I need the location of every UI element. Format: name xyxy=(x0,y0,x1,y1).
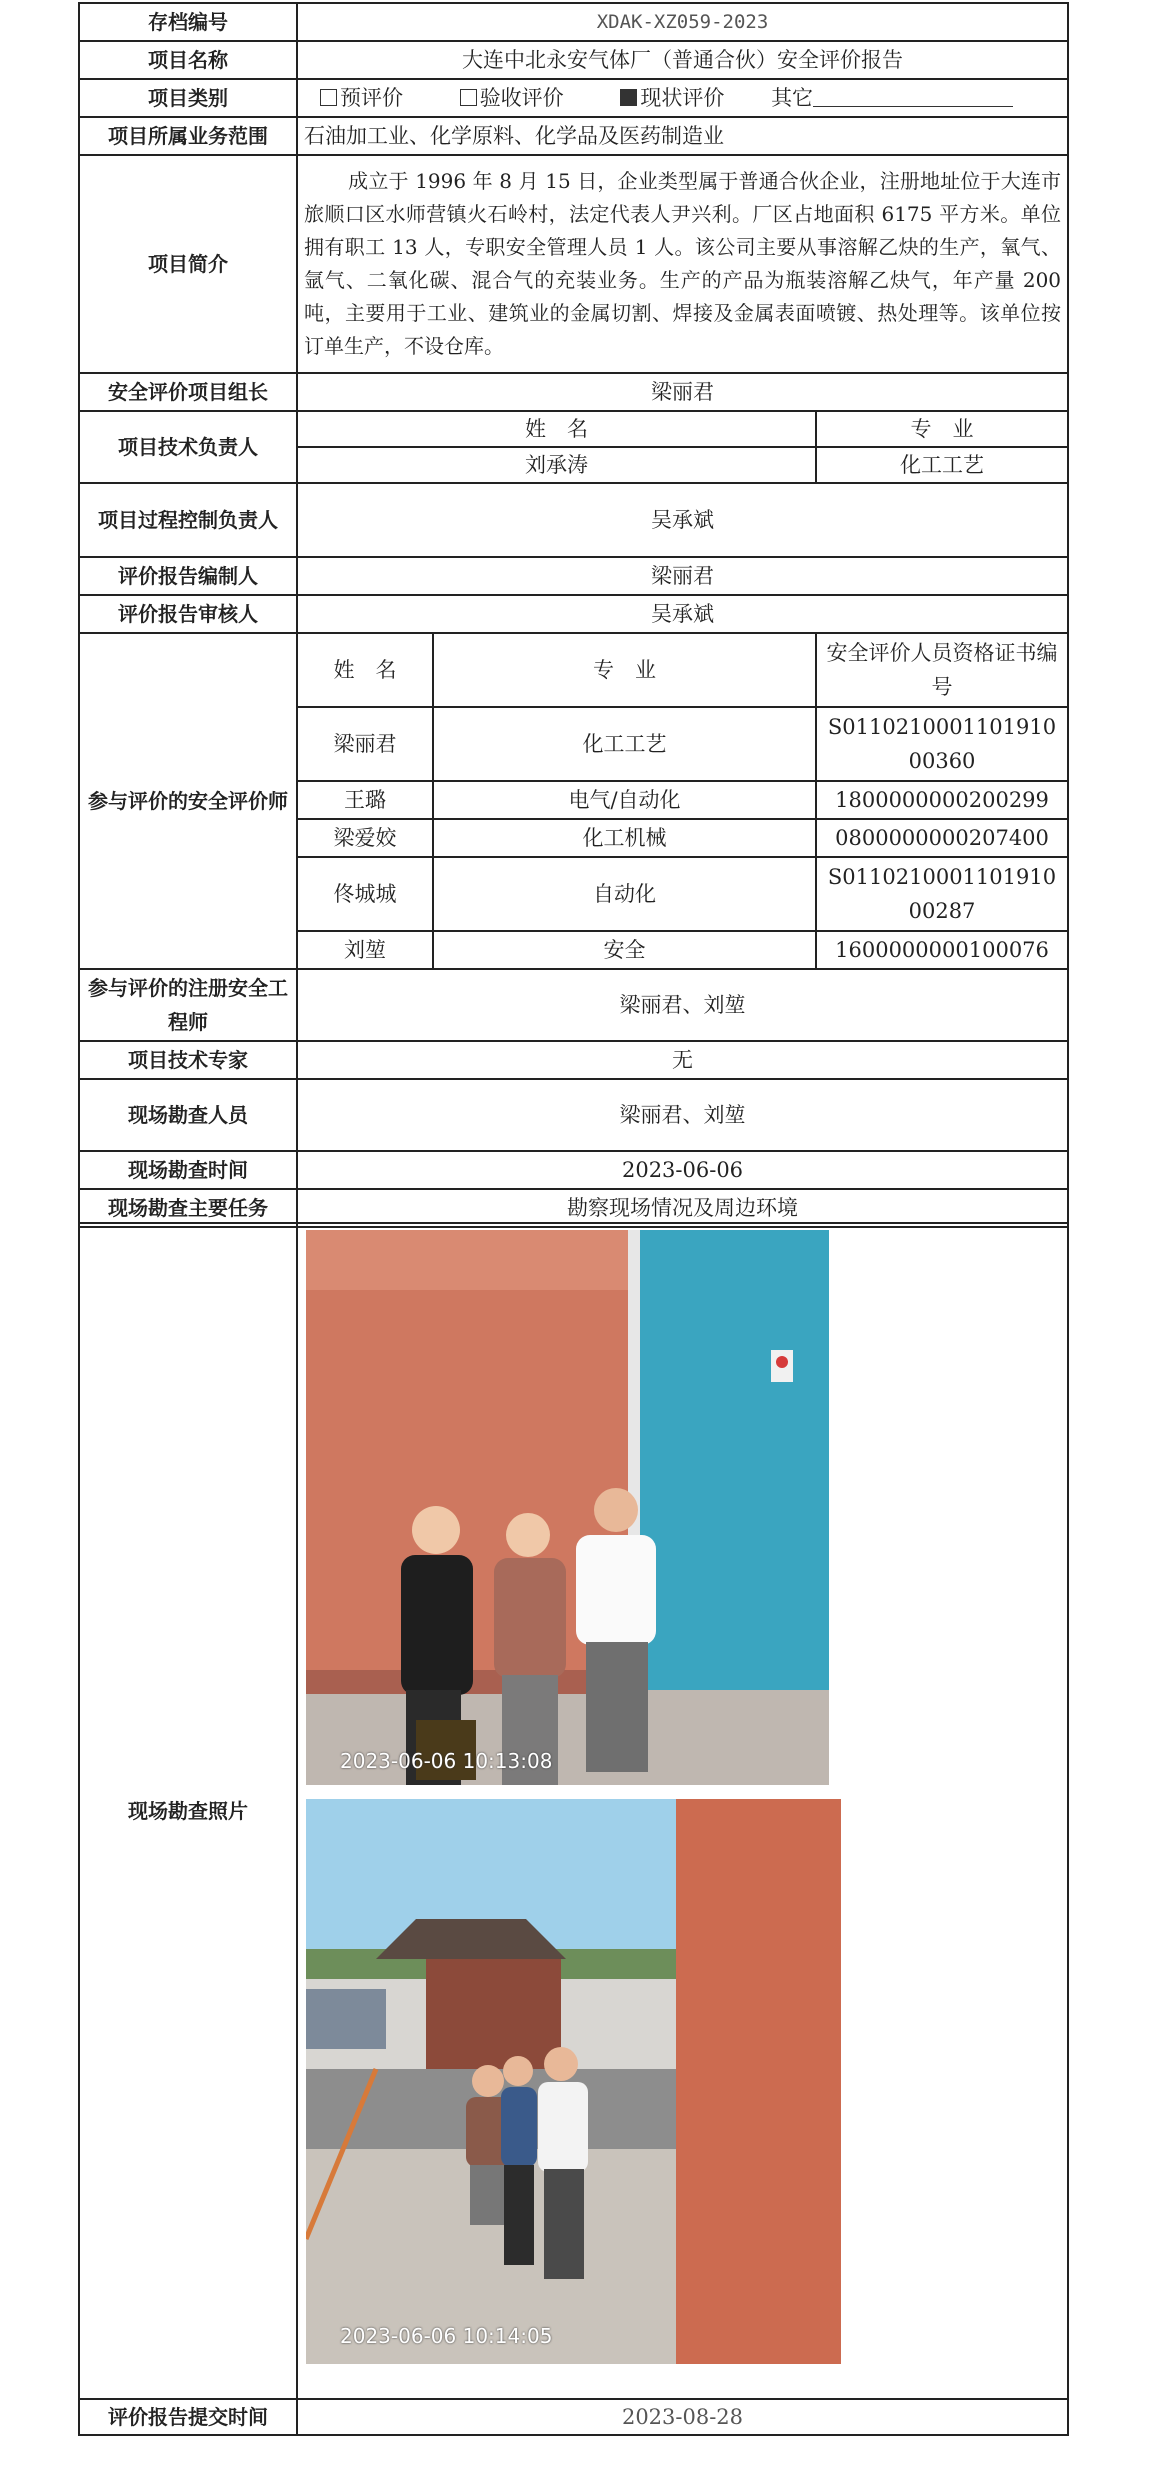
site-time-label: 现场勘查时间 xyxy=(79,1151,297,1189)
site-photos-label: 现场勘查照片 xyxy=(79,1223,297,2399)
intro-value: 成立于 1996 年 8 月 15 日，企业类型属于普通合伙企业，注册地址位于大连市旅顺口区水师营镇火石岭村，法定代表人尹兴利。厂区占地面积 6175 平方米。单位拥有职工 13 人，专职安全管理人员 1 人。该公司主要从事溶解乙炔的生产，氧气、氩气、二氧化碳、混合气的充装业务。生产的产品为瓶装溶解乙炔气，年产量 200 吨，主要用于工业、建筑业的金属切割、焊接及金属表面喷镀、热处理等。该单位按订单生产，不设仓库。 xyxy=(297,155,1068,373)
process-control-label: 项目过程控制负责人 xyxy=(79,483,297,557)
tech-lead-name-header: 姓 名 xyxy=(297,411,816,447)
tech-lead-name: 刘承涛 xyxy=(297,447,816,483)
site-staff-value: 梁丽君、刘堃 xyxy=(297,1079,1068,1151)
reviewer-value: 吴承斌 xyxy=(297,595,1068,633)
evaluator-cert: 1600000000100076 xyxy=(816,931,1068,969)
evaluator-cert: 1800000000200299 xyxy=(816,781,1068,819)
reviewer-label: 评价报告审核人 xyxy=(79,595,297,633)
project-name-label: 项目名称 xyxy=(79,41,297,79)
evaluator-cert: S011021000110191000287 xyxy=(816,857,1068,931)
evaluator-major: 电气/自动化 xyxy=(433,781,816,819)
tech-lead-major: 化工工艺 xyxy=(816,447,1068,483)
safety-engineers-value: 梁丽君、刘堃 xyxy=(297,969,1068,1041)
tech-expert-label: 项目技术专家 xyxy=(79,1041,297,1079)
evaluator-name: 梁丽君 xyxy=(297,707,433,781)
site-staff-label: 现场勘查人员 xyxy=(79,1079,297,1151)
site-photo-1 xyxy=(306,1230,829,1785)
submit-time-label: 评价报告提交时间 xyxy=(79,2399,297,2435)
photo-1-timestamp: 2023-06-06 10:13:08 xyxy=(340,1749,553,1773)
team-leader-value: 梁丽君 xyxy=(297,373,1068,411)
option-pre-evaluation: 预评价 xyxy=(320,81,403,115)
evaluator-name: 刘堃 xyxy=(297,931,433,969)
report-info-table xyxy=(78,2,1069,1228)
checkbox-checked-icon xyxy=(620,89,637,106)
photo-1-image xyxy=(306,1230,829,1785)
compiler-label: 评价报告编制人 xyxy=(79,557,297,595)
photo-2-image xyxy=(306,1799,841,2364)
safety-engineers-label: 参与评价的注册安全工程师 xyxy=(79,969,297,1041)
evaluator-major: 化工机械 xyxy=(433,819,816,857)
team-leader-label: 安全评价项目组长 xyxy=(79,373,297,411)
process-control-value: 吴承斌 xyxy=(297,483,1068,557)
tech-lead-label: 项目技术负责人 xyxy=(79,411,297,483)
evaluators-name-header: 姓 名 xyxy=(297,633,433,707)
intro-label: 项目简介 xyxy=(79,155,297,373)
checkbox-unchecked-icon xyxy=(460,89,477,106)
archive-value: XDAK-XZ059-2023 xyxy=(297,3,1068,41)
site-time-value: 2023-06-06 xyxy=(297,1151,1068,1189)
option-status-evaluation: 现状评价 xyxy=(620,81,724,115)
photo-2-timestamp: 2023-06-06 10:14:05 xyxy=(340,2324,553,2348)
evaluator-name: 王璐 xyxy=(297,781,433,819)
option-acceptance-evaluation: 验收评价 xyxy=(460,81,564,115)
compiler-value: 梁丽君 xyxy=(297,557,1068,595)
evaluator-cert: S011021000110191000360 xyxy=(816,707,1068,781)
option-other: 其它 xyxy=(771,86,1013,110)
project-type-label: 项目类别 xyxy=(79,79,297,117)
evaluators-major-header: 专 业 xyxy=(433,633,816,707)
evaluator-cert: 0800000000207400 xyxy=(816,819,1068,857)
site-photo-2 xyxy=(306,1799,841,2364)
project-name-value: 大连中北永安气体厂（普通合伙）安全评价报告 xyxy=(297,41,1068,79)
evaluators-cert-header: 安全评价人员资格证书编号 xyxy=(816,633,1068,707)
evaluator-name: 佟城城 xyxy=(297,857,433,931)
site-task-value: 勘察现场情况及周边环境 xyxy=(297,1189,1068,1227)
site-photo-table xyxy=(78,1222,1069,2436)
business-scope-value: 石油加工业、化学原料、化学品及医药制造业 xyxy=(297,117,1068,155)
project-type-options xyxy=(297,79,1068,117)
tech-expert-value: 无 xyxy=(297,1041,1068,1079)
evaluator-major: 安全 xyxy=(433,931,816,969)
site-task-label: 现场勘查主要任务 xyxy=(79,1189,297,1227)
evaluator-major: 化工工艺 xyxy=(433,707,816,781)
evaluator-major: 自动化 xyxy=(433,857,816,931)
evaluators-label: 参与评价的安全评价师 xyxy=(79,633,297,969)
checkbox-unchecked-icon xyxy=(320,89,337,106)
site-photos-cell xyxy=(297,1223,1068,2399)
evaluator-name: 梁爱姣 xyxy=(297,819,433,857)
other-blank-line xyxy=(813,88,1013,107)
submit-time-value: 2023-08-28 xyxy=(297,2399,1068,2435)
business-scope-label: 项目所属业务范围 xyxy=(79,117,297,155)
tech-lead-major-header: 专 业 xyxy=(816,411,1068,447)
archive-label: 存档编号 xyxy=(79,3,297,41)
